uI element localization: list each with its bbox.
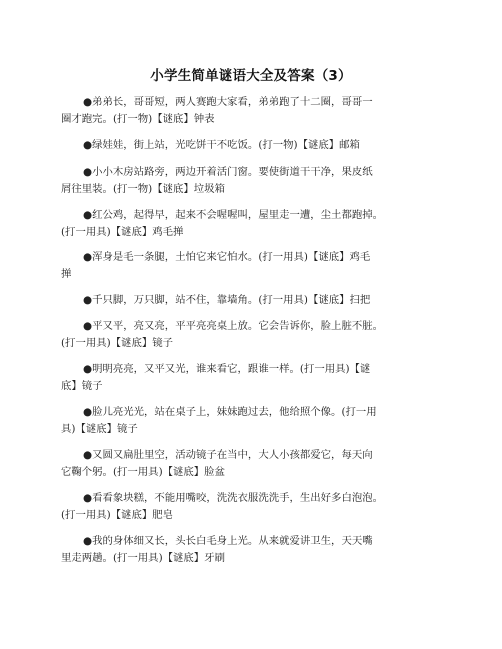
- riddle-line: ●小小木房站路旁，两边开着活门窗。要使街道干干净，果皮纸: [83, 166, 373, 178]
- riddle-line: 它鞠个躬。(打一用具)【谜底】脸盆: [61, 466, 225, 478]
- riddle-item: [61, 533, 453, 567]
- riddle-line: (打一用具)【谜底】鸡毛掸: [61, 226, 184, 238]
- riddle-item: [61, 447, 453, 481]
- riddle-item: [61, 292, 453, 309]
- riddle-item: [61, 249, 453, 283]
- riddle-item: [61, 318, 453, 352]
- riddle-line: 具)【谜底】镜子: [61, 423, 138, 435]
- riddle-item: [61, 361, 453, 395]
- riddle-line: ●浑身是毛一条腿，土怕它来它怕水。(打一用具)【谜底】鸡毛: [83, 251, 371, 263]
- riddle-line: ●千只脚，万只脚，站不住，靠墙角。(打一用具)【谜底】扫把: [83, 294, 371, 306]
- riddle-line: (打一用具)【谜底】肥皂: [61, 509, 174, 521]
- riddle-item: [61, 137, 453, 154]
- riddle-line: 掸: [61, 268, 72, 280]
- riddle-line: ●我的身体细又长，头长白毛身上光。从来就爱讲卫生，天天嘴: [83, 535, 373, 547]
- riddle-line: 底】镜子: [61, 380, 103, 392]
- riddle-line: ●绿娃娃，街上站，光吃饼干不吃饭。(打一物)【谜底】邮箱: [83, 139, 360, 151]
- riddle-line: ●红公鸡，起得早，起来不会喔喔叫，屋里走一遭，尘土都跑掉。: [83, 209, 384, 221]
- riddle-line: 里走两趟。(打一用具)【谜底】牙刷: [61, 552, 225, 564]
- riddle-item: [61, 404, 453, 438]
- riddle-item: [61, 164, 453, 198]
- riddle-item: [61, 94, 453, 128]
- riddle-line: ●脸儿亮光光，站在桌子上，妹妹跑过去，他给照个像。(打一用: [83, 406, 377, 418]
- riddle-item: [61, 490, 453, 524]
- page-title: 小学生简单谜语大全及答案（3）: [150, 68, 352, 84]
- riddle-line: 屑往里装。(打一物)【谜底】垃圾箱: [61, 183, 225, 195]
- riddle-line: ●明明亮亮，又平又光，谁来看它，跟谁一样。(打一用具)【谜: [83, 363, 371, 375]
- riddle-line: (打一用具)【谜底】镜子: [61, 337, 174, 349]
- riddle-line: ●弟弟长，哥哥短，两人赛跑大家看，弟弟跑了十二圈，哥哥一: [83, 96, 373, 108]
- riddle-line: ●平又平，亮又亮，平平亮亮桌上放。它会告诉你，脸上脏不脏。: [83, 320, 384, 332]
- riddle-item: [61, 207, 453, 241]
- riddle-line: 圈才跑完。(打一物)【谜底】钟表: [61, 113, 215, 125]
- riddle-line: ●又圆又扁肚里空，活动镜子在当中，大人小孩都爱它，每天向: [83, 449, 373, 461]
- riddle-line: ●看看象块糕，不能用嘴咬，洗洗衣服洗洗手，生出好多白泡泡。: [83, 492, 384, 504]
